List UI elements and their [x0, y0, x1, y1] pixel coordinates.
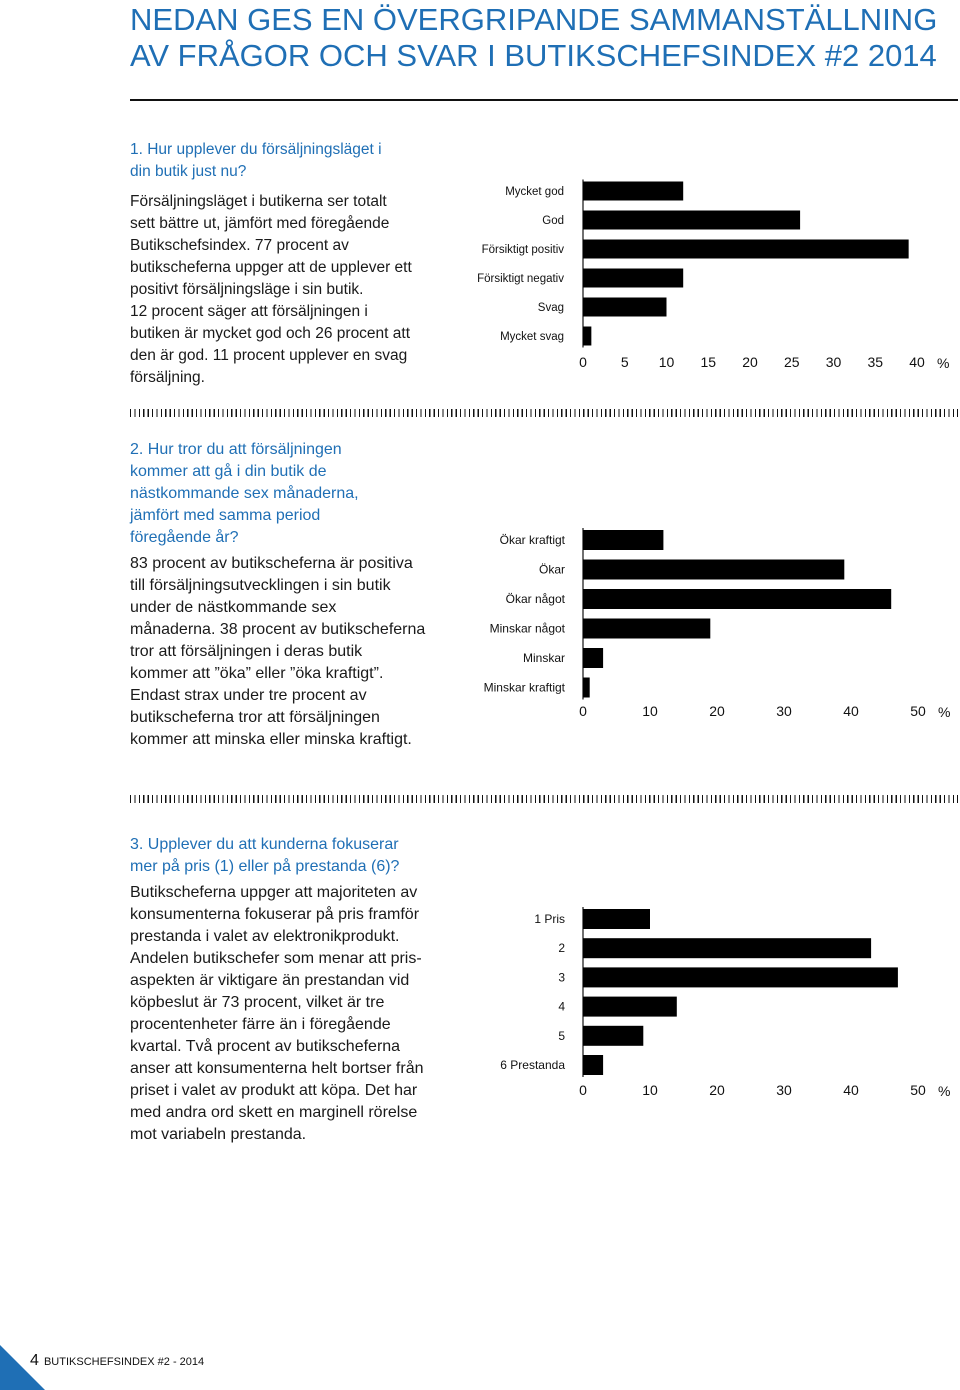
- page-footer: [30, 1352, 204, 1370]
- chart-3-category-label: 6 Prestanda: [500, 1058, 565, 1072]
- chart-2-bar: [583, 648, 603, 668]
- chart-1-category-label: Försiktigt negativ: [477, 273, 564, 285]
- footer-label: BUTIKSCHEFSINDEX #2 - 2014: [43, 1356, 205, 1368]
- chart-1-bar: [583, 327, 591, 346]
- chart-3-bar: [583, 997, 677, 1017]
- chart-1-tick-label: 25: [783, 354, 800, 370]
- chart-1-bar: [583, 298, 667, 317]
- chart-2-bar: [583, 678, 590, 698]
- section-1-question: 1. Hur upplever du försäljningsläget i din butik just nu?: [130, 141, 382, 180]
- chart-1-tick-label: 15: [700, 354, 717, 370]
- chart-3-category-label: 1 Pris: [534, 912, 565, 926]
- chart-1-bar: [583, 240, 909, 259]
- chart-3-category-label: 5: [558, 1028, 565, 1043]
- chart-3-bar: [583, 938, 871, 958]
- section-2-body: 83 procent av butikscheferna är positiva till försäljningsutvecklingen i sin butik under de nästkommande sex månaderna. 38 procent av butikscheferna tror att försäljningen i deras butik kommer att ”öka” eller ”öka kraftigt”. Endast strax under tre procent av butikscheferna tror att försäljningen kommer att minska eller minska kraftigt.: [130, 555, 426, 748]
- section-1-body: Försäljningsläget i butikerna ser totalt sett bättre ut, jämfört med föregående Butikschefsindex. 77 procent av butikscheferna uppger att de upplever ett positivt försäljningsläge i sin butik. 12 procent säger att försäljningen i butiken är mycket god och 26 procent att den är god. 11 procent upplever en svag försäljning.: [130, 193, 412, 386]
- chart-2-bar: [583, 619, 710, 639]
- chart-2-tick-label: 40: [843, 703, 859, 719]
- chart-3-tick-label: 30: [776, 1082, 792, 1098]
- chart-1-tick-label: 40: [909, 354, 925, 370]
- chart-3-bar: [583, 909, 650, 929]
- chart-3-tick-label: 20: [709, 1082, 725, 1098]
- chart-1-category-label: Försiktigt positiv: [481, 244, 564, 256]
- chart-3-category-label: 4: [558, 999, 565, 1014]
- chart-1-unit-label: %: [937, 355, 950, 371]
- chart-3-bar: [583, 967, 898, 987]
- chart-1-tick-label: 30: [825, 354, 842, 370]
- chart-1-tick-label: 20: [742, 354, 758, 370]
- chart-1-category-label: Mycket god: [505, 186, 564, 198]
- section-2-question: 2. Hur tror du att försäljningen kommer att gå i din butik de nästkommande sex månaderna, jämfört med samma period föregående år?: [130, 441, 359, 546]
- chart-2-tick-label: 30: [776, 703, 792, 719]
- chart-2-category-label: Ökar: [538, 562, 565, 577]
- chart-3-unit-label: %: [938, 1083, 951, 1099]
- chart-2-bar: [583, 530, 663, 550]
- chart-3-tick-label: 40: [843, 1082, 859, 1098]
- chart-2-unit-label: %: [938, 704, 951, 720]
- section-divider: [130, 795, 958, 803]
- chart-1-bar: [583, 269, 683, 288]
- chart-1-bar: [583, 182, 683, 201]
- chart-1-tick-label: 10: [658, 354, 675, 370]
- page-number: 4: [30, 1352, 39, 1369]
- chart-1-tick-label: 5: [620, 354, 629, 370]
- chart-2-category-label: Minskar något: [489, 621, 565, 636]
- chart-1-tick-label: 35: [867, 354, 884, 370]
- chart-2-tick-label: 0: [579, 703, 587, 719]
- chart-1-category-label: Svag: [537, 302, 564, 314]
- chart-3-category-label: 2: [558, 941, 565, 956]
- chart-1-category-label: God: [542, 215, 564, 227]
- section-3-question: 3. Upplever du att kunderna fokuserar mer på pris (1) eller på prestanda (6)?: [130, 836, 400, 875]
- chart-2-tick-label: 10: [642, 703, 658, 719]
- chart-1-category-label: Mycket svag: [500, 331, 564, 343]
- chart-1-tick-label: 0: [579, 354, 587, 370]
- chart-2-bar: [583, 589, 891, 609]
- chart-3-tick-label: 10: [642, 1082, 658, 1098]
- section-divider: [130, 409, 958, 417]
- title-line: NEDAN GES EN ÖVERGRIPANDE SAMMANSTÄLLNING: [130, 2, 938, 37]
- chart-2-bar: [583, 560, 844, 580]
- chart-2-tick-label: 50: [910, 703, 926, 719]
- title-line: AV FRÅGOR OCH SVAR I BUTIKSCHEFSINDEX #2 2014: [130, 38, 937, 73]
- chart-3-tick-label: 50: [910, 1082, 926, 1098]
- chart-2-category-label: Ökar något: [505, 592, 565, 606]
- chart-1-bar: [583, 211, 800, 230]
- chart-2-category-label: Ökar kraftigt: [499, 533, 565, 547]
- section-2-text: [130, 439, 460, 751]
- chart-3-category-label: 3: [558, 970, 565, 985]
- chart-3-bar: [583, 1026, 643, 1046]
- chart-2-tick-label: 20: [709, 703, 725, 719]
- chart-3-tick-label: 0: [579, 1082, 587, 1098]
- section-3-body: Butikscheferna uppger att majoriteten av konsumenterna fokuserar på pris framför prestanda i valet av elektronikprodukt. Andelen butikschefer som menar att pris- aspekten är viktigare än prestandan vid köpbeslut är 73 procent, vilket är tre procentenheter färre än i föregående kvartal. Två procent av butikscheferna anser att konsumenterna helt bortser från priset i valet av produkt att köpa. Det har med andra ord skett en marginell rörelse mot variabeln prestanda.: [130, 884, 424, 1143]
- chart-3-bar: [583, 1055, 603, 1075]
- section-3-text: [130, 834, 460, 1146]
- chart-2-category-label: Minskar kraftigt: [483, 680, 565, 695]
- chart-2-category-label: Minskar: [522, 651, 565, 665]
